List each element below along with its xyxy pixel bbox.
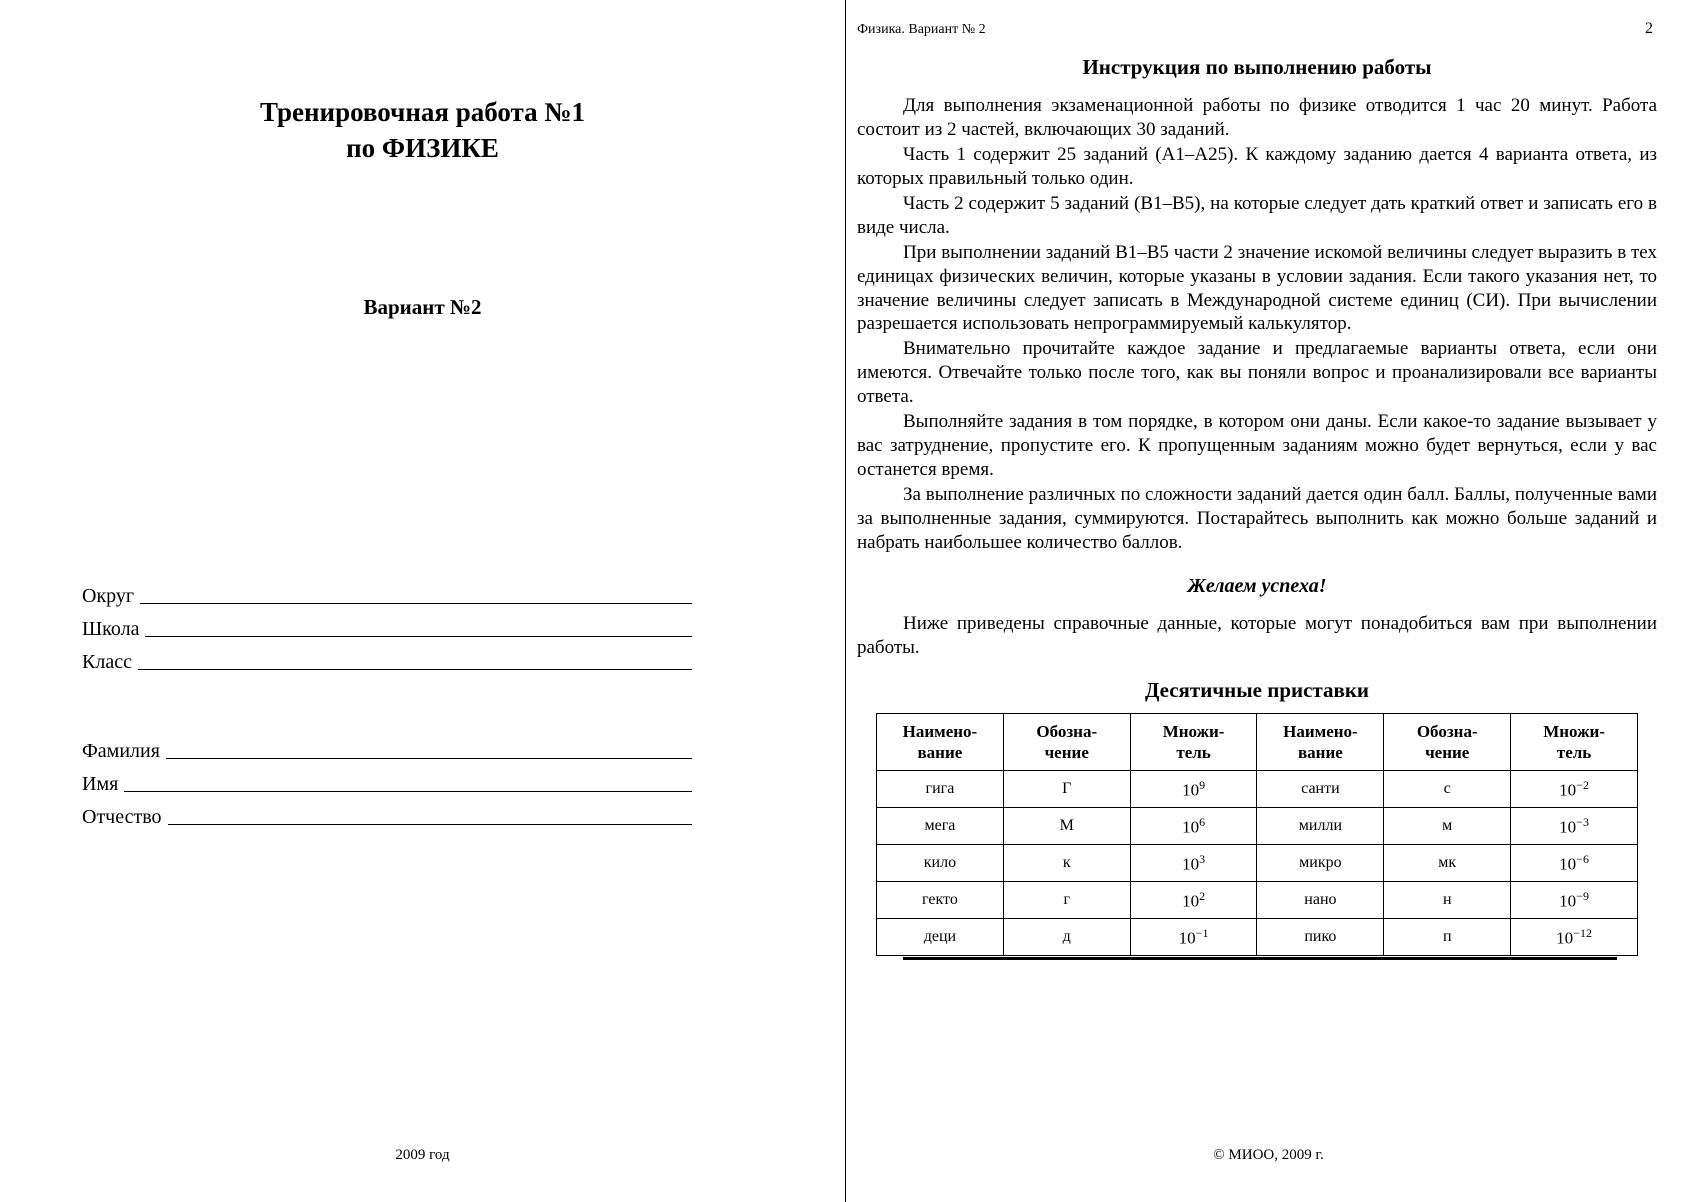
factor-base: 10 [1182,817,1200,837]
cell-prefix-name: санти [1257,771,1384,808]
th-factor-1 [1130,713,1257,771]
cover-title [0,95,845,167]
cell-prefix-factor [1130,808,1257,845]
field-rule-shkola[interactable] [145,635,692,637]
th-part: вание [917,742,963,762]
instruction-paragraph: При выполнении заданий В1–В5 части 2 значение искомой величины следует выразить в тех единицах физических величин, которые указаны в условии задания. Если такого указания нет, то значение величины следует записать в Международной системе единиц (СИ). При вычислении разрешается использовать непрограммируемый калькулятор. [857,241,1657,335]
th-part: Обозна- [1416,721,1478,741]
prefix-table-wrapper [857,713,1657,957]
instruction-paragraph: Для выполнения экзаменационной работы по физике отводится 1 час 20 минут. Работа состоит из 2 частей, включающих 30 заданий. [857,95,1657,140]
variant-label: Вариант №2 [363,295,482,319]
cell-prefix-name: милли [1257,808,1384,845]
cover-title-line2: по ФИЗИКЕ [346,132,499,163]
cell-prefix-symbol: мк [1384,845,1511,882]
th-name-2 [1257,713,1384,771]
factor-exponent: −9 [1576,888,1589,903]
cell-prefix-symbol: д [1003,919,1130,956]
reference-data-note: Ниже приведены справочные данные, которые могут понадобиться вам при выполнении работы. [857,612,1657,658]
cell-prefix-symbol: п [1384,919,1511,956]
cover-title-line1: Тренировочная работа №1 [259,97,586,127]
cell-prefix-name: деци [877,919,1004,956]
factor-exponent: 6 [1199,814,1206,829]
cover-year: 2009 год [395,1147,450,1163]
table-row [877,919,1638,956]
field-label-imya: Имя [82,773,119,795]
field-row-imya [82,763,692,796]
cell-prefix-symbol: М [1003,808,1130,845]
cell-prefix-factor [1511,882,1638,919]
factor-base: 10 [1178,928,1196,948]
instruction-title: Инструкция по выполнению работы [1082,55,1432,79]
factor-exponent: 9 [1199,777,1206,792]
field-label-klass: Класс [82,651,132,673]
cell-prefix-factor [1130,845,1257,882]
cell-prefix-name: гекто [877,882,1004,919]
instruction-paragraph: Внимательно прочитайте каждое задание и предлагаемые варианты ответа, если они имеются. Отвечайте только после того, как вы поняли вопрос и проанализировали все варианты ответа. [857,338,1657,408]
table-header-row [877,713,1638,771]
cover-page [0,0,845,1202]
instruction-page [846,0,1691,1202]
cell-prefix-symbol: г [1003,882,1130,919]
field-label-shkola: Школа [82,618,140,640]
cell-prefix-name: гига [877,771,1004,808]
cell-prefix-factor [1130,771,1257,808]
field-rule-klass[interactable] [138,668,692,670]
copyright-footer: © МИОО, 2009 г. [1213,1147,1324,1163]
field-label-familiya: Фамилия [82,740,160,762]
cell-prefix-name: нано [1257,882,1384,919]
cell-prefix-name: микро [1257,845,1384,882]
factor-base: 10 [1182,780,1200,800]
factor-base: 10 [1182,891,1200,911]
page-header [846,22,1691,42]
field-row-klass [82,641,692,674]
th-part: вание [1297,742,1343,762]
field-rule-okrug[interactable] [140,602,692,604]
page-number: 2 [1645,20,1653,37]
th-part: Наимено- [902,721,978,741]
factor-exponent: −2 [1576,777,1589,792]
factor-exponent: −3 [1576,814,1589,829]
th-part: Множи- [1543,721,1605,741]
factor-exponent: −1 [1195,925,1209,940]
table-row [877,845,1638,882]
instruction-paragraph: Выполняйте задания в том порядке, в котором они даны. Если какое-то задание вызывает у вас затруднение, пропустите его. К пропущенным заданиям можно будет вернуться, если у вас останется время. [857,411,1657,481]
factor-exponent: −12 [1573,925,1592,940]
field-row-shkola [82,608,692,641]
th-part: Наимено- [1283,721,1358,741]
factor-base: 10 [1559,854,1577,874]
school-fields-group [82,575,692,674]
field-row-otchestvo [82,796,692,829]
cell-prefix-symbol: н [1384,882,1511,919]
instruction-paragraph: Часть 2 содержит 5 заданий (В1–В5), на которые следует дать краткий ответ и записать его в виде числа. [857,192,1657,238]
cell-prefix-symbol: Г [1003,771,1130,808]
factor-base: 10 [1559,817,1577,837]
th-part: Обозна- [1036,721,1098,741]
field-label-okrug: Округ [82,585,135,607]
cell-prefix-factor [1511,771,1638,808]
good-luck-message: Желаем успеха! [1187,574,1327,597]
name-fields-group [82,730,692,829]
factor-base: 10 [1182,854,1200,874]
factor-exponent: 3 [1199,851,1206,866]
running-head: Физика. Вариант № 2 [857,22,986,37]
th-part: тель [1176,742,1211,762]
table-row [877,808,1638,845]
table-row [877,771,1638,808]
cell-prefix-name: пико [1257,919,1384,956]
th-symbol-2 [1384,713,1511,771]
th-part: тель [1556,742,1592,762]
decimal-prefix-table [876,713,1638,957]
factor-base: 10 [1559,780,1577,800]
table-row [877,882,1638,919]
field-rule-familiya[interactable] [166,757,692,759]
th-part: чение [1044,742,1089,762]
instruction-paragraph: За выполнение различных по сложности заданий дается один балл. Баллы, полученные вами за выполненные задания, суммируются. Постарайтесь выполнить как можно больше заданий и набрать наибольшее количество баллов. [857,484,1657,553]
cell-prefix-symbol: с [1384,771,1511,808]
cell-prefix-factor [1511,808,1638,845]
cell-prefix-factor [1511,845,1638,882]
cell-prefix-name: мега [877,808,1004,845]
th-symbol-1 [1003,713,1130,771]
prefix-table-title: Десятичные приставки [1144,677,1370,702]
cell-prefix-factor [1130,919,1257,956]
factor-base: 10 [1556,928,1574,948]
cell-prefix-factor [1130,882,1257,919]
cell-prefix-symbol: м [1384,808,1511,845]
field-rule-imya[interactable] [124,790,692,792]
factor-exponent: 2 [1199,888,1206,903]
field-row-familiya [82,730,692,763]
th-factor-2 [1511,713,1638,771]
cell-prefix-name: кило [877,845,1004,882]
th-name-1 [877,713,1004,771]
th-part: Множи- [1162,721,1225,741]
factor-base: 10 [1559,891,1577,911]
cell-prefix-symbol: к [1003,845,1130,882]
th-part: чение [1425,742,1470,762]
instruction-body [857,55,1657,956]
instruction-paragraph: Часть 1 содержит 25 заданий (А1–А25). К каждому заданию дается 4 варианта ответа, из которых правильный только один. [857,143,1657,189]
field-row-okrug [82,575,692,608]
cell-prefix-factor [1511,919,1638,956]
factor-exponent: −6 [1576,851,1589,866]
field-rule-otchestvo[interactable] [168,823,692,825]
field-label-otchestvo: Отчество [82,806,162,828]
